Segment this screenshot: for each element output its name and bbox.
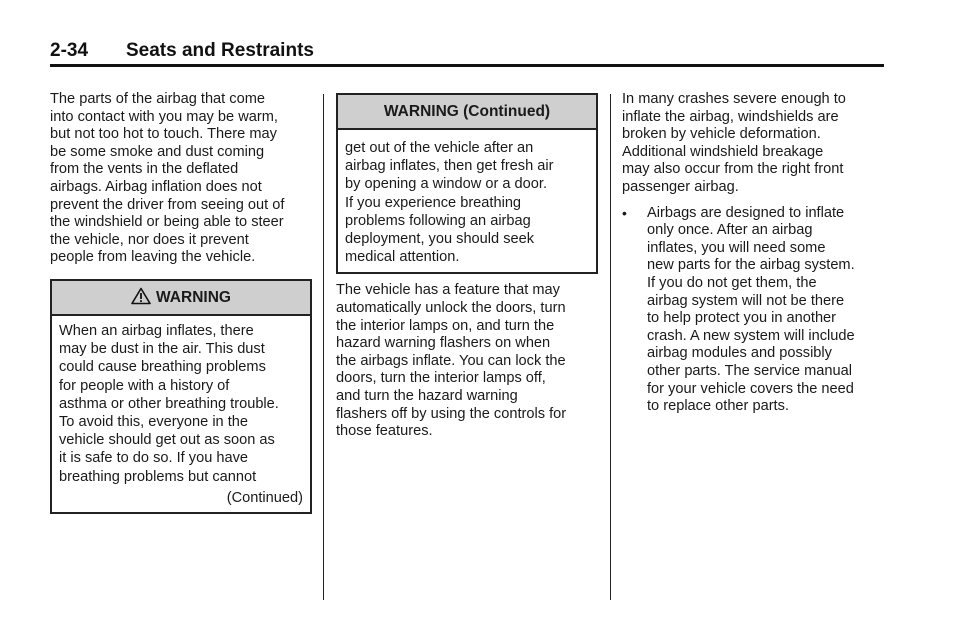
warning-text: When an airbag inflates, there may be dust in the air. This dust could cause breathing problems for people with a history of asthma or other breathing trouble. To avoid this, everyone in the vehicle should get out as soon as it is safe to do so. If you have breathing problems but cannot — [59, 322, 279, 485]
bullet-symbol: • — [622, 204, 627, 221]
column-divider — [610, 94, 611, 600]
bullet-item — [622, 205, 884, 416]
column-1 — [50, 91, 312, 514]
column-2 — [336, 93, 598, 441]
warning-header — [52, 281, 310, 316]
warning-text-continued: get out of the vehicle after an airbag inflates, then get fresh air by opening a window or a door. If you experience breathing problems following an airbag deployment, you should seek medical attention. — [345, 140, 554, 266]
warning-header-continued: WARNING (Continued) — [338, 95, 596, 130]
warning-body — [52, 316, 310, 512]
continued-label: (Continued) — [226, 489, 303, 506]
column-divider — [323, 94, 324, 600]
warning-triangle-icon — [131, 284, 151, 318]
warning-box-continued — [336, 93, 598, 274]
intro-paragraph: The parts of the airbag that come into contact with you may be warm, but not too hot to touch. There may be some smoke and dust coming from the vents in the deflated airbags. Airbag inflation does not prevent the driver from seeing out of the windshield or being able to steer the vehicle, nor does it prevent people from leaving the vehicle. — [50, 91, 285, 266]
column-3 — [622, 91, 884, 416]
section-title: Seats and Restraints — [126, 40, 314, 61]
warning-body-continued — [338, 130, 596, 272]
page-number: 2-34 — [50, 40, 89, 61]
crash-paragraph: In many crashes severe enough to inflate the airbag, windshields are broken by vehicle deformation. Additional windshield breakage may also occur from the right front passenger airbag. — [622, 91, 846, 195]
warning-title: WARNING — [156, 288, 231, 306]
bullet-text: Airbags are designed to inflate only once. After an airbag inflates, you will need some new parts for the airbag system. If you do not get them, the airbag system will not be there to help protect you in another crash. A new system will include airbag modules and possibly other parts. The service manual for your vehicle covers the need to replace other parts. — [647, 204, 855, 415]
warning-box — [50, 279, 312, 514]
vehicle-feature-paragraph: The vehicle has a feature that may automatically unlock the doors, turn the interior lamps on, and turn the hazard warning flashers on when the airbags inflate. You can lock the doors, turn the interior lamps off, and turn the hazard warning flashers off by using the controls for those features. — [336, 282, 567, 440]
page-header — [50, 38, 884, 67]
